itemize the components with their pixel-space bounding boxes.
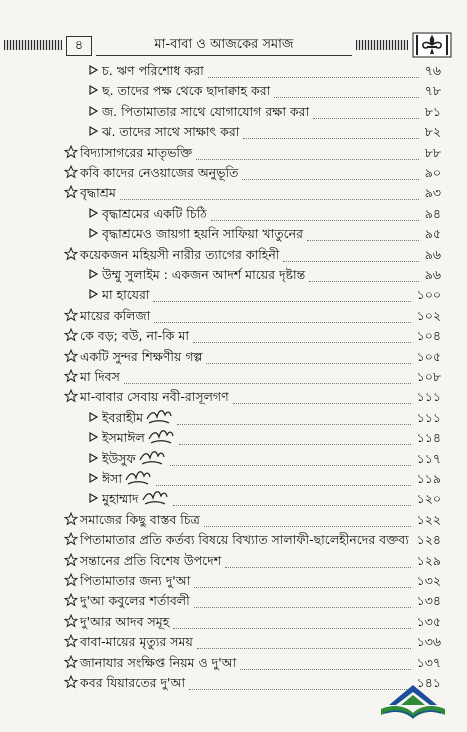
triangle-bullet-icon [86, 206, 100, 220]
calligraphy-honorific-icon [145, 405, 173, 427]
toc-dot-leader [243, 138, 418, 139]
toc-entry-page: ৯৪ [424, 205, 441, 221]
toc-entry [0, 223, 467, 245]
star-outline-icon [64, 349, 78, 363]
calligraphy-honorific-icon [141, 486, 169, 508]
toc-dot-leader [211, 220, 419, 221]
toc-entry [0, 203, 467, 225]
calligraphy-honorific-icon [138, 446, 166, 468]
toc-dot-leader [309, 281, 418, 282]
toc-entry-page: ১৩৫ [416, 613, 441, 629]
toc-entry [0, 162, 467, 184]
toc-entry-title: সন্তানের প্রতি বিশেষ উপদেশ [80, 552, 222, 568]
toc-entry-page: ১২৪ [416, 532, 441, 548]
toc-entry-title: মায়ের কলিজা [80, 307, 151, 323]
toc-entry-title: বাবা-মায়ের মৃত্যুর সময় [80, 634, 193, 650]
star-outline-icon [64, 655, 78, 669]
toc-entry [0, 264, 467, 286]
star-outline-icon [64, 389, 78, 403]
header-rule-left [4, 40, 62, 50]
page-header [0, 32, 467, 58]
toc-entry-page: ৭৮ [424, 83, 441, 99]
toc-entry-title: ইউসুফ [102, 450, 136, 466]
toc-dot-leader [225, 567, 411, 568]
triangle-bullet-icon [86, 124, 100, 138]
toc-entry-page: ১০৫ [416, 348, 441, 364]
toc-entry-title: কবি কাদের নেওয়াজের অনুভূতি [80, 165, 239, 180]
toc-entry-title: বৃদ্ধাশ্রম [80, 185, 116, 201]
triangle-bullet-icon [86, 63, 100, 77]
star-outline-icon [64, 165, 78, 179]
page-number: ৪ [66, 36, 92, 56]
toc-entry-page: ১৩৬ [416, 634, 441, 650]
toc-dot-leader [173, 505, 411, 506]
toc-dot-leader [173, 628, 410, 629]
toc-entry-title: কে বড়; বউ, না-কি মা [80, 328, 189, 344]
toc-entry-title: পিতামাতার প্রতি কর্তব্য বিষয়ে বিখ্যাত সালাফী-ছালেহীনদের বক্তব্য [80, 532, 409, 548]
toc-entry-title: দু'আ কবুলের শর্তাবলী [80, 593, 190, 609]
toc-entry [0, 60, 467, 82]
toc-entry-title: ঈসা [102, 471, 123, 486]
star-outline-icon [64, 634, 78, 648]
toc-entry-title: কয়েকজন মহিয়সী নারীর ত্যাগের কাহিনী [80, 246, 280, 262]
toc-dot-leader [177, 424, 411, 425]
toc-entry-page: ১৩৪ [416, 593, 441, 609]
toc-entry-page: ১৩২ [416, 573, 441, 588]
toc-entry [0, 550, 467, 572]
toc-dot-leader [194, 587, 410, 588]
toc-entry [0, 80, 467, 102]
toc-dot-leader [204, 526, 411, 527]
toc-entry-title: মা-বাবার সেবায় নবী-রাসূলগণ [80, 389, 229, 405]
toc-entry-page: ১২৯ [416, 552, 441, 568]
star-outline-icon [64, 145, 78, 159]
star-outline-icon [64, 532, 78, 546]
toc-entry [0, 101, 467, 123]
toc-entry [0, 366, 467, 388]
toc-entry [0, 652, 467, 674]
toc-dot-leader [196, 159, 419, 160]
toc-entry-page: ১০২ [416, 307, 441, 323]
toc-entry-page: ১১৯ [416, 471, 441, 486]
toc-entry-page: ৯৩ [424, 185, 441, 201]
toc-entry [0, 611, 467, 633]
star-outline-icon [64, 185, 78, 199]
toc-dot-leader [156, 485, 411, 486]
toc-entry [0, 468, 467, 490]
toc-entry [0, 590, 467, 612]
toc-entry [0, 448, 467, 470]
toc-entry-title: জানাযার সংক্ষিপ্ত নিয়ম ও দু'আ [80, 654, 237, 670]
toc-entry-title: সমাজের কিছু বাস্তব চিত্র [80, 511, 200, 527]
toc-entry-page: ৮৮ [424, 144, 441, 160]
toc-entry [0, 427, 467, 449]
toc-entry-title: ঝ. তাদের সাথে সাক্ষাৎ করা [102, 124, 240, 140]
toc-entry-title: ছ. তাদের পক্ষ থেকে ছাদাক্বাহ করা [102, 83, 271, 99]
toc-entry-page: ১১৭ [416, 450, 441, 466]
toc-entry-page: ৯৬ [424, 246, 441, 262]
toc-entry-page: ৯৬ [424, 267, 441, 282]
toc-dot-leader [313, 118, 419, 119]
toc-dot-leader [283, 261, 418, 262]
triangle-bullet-icon [86, 287, 100, 301]
toc-entry-page: ৭৬ [424, 63, 441, 78]
triangle-bullet-icon [86, 410, 100, 424]
toc-entry [0, 121, 467, 143]
toc-entry [0, 325, 467, 347]
star-outline-icon [64, 308, 78, 322]
toc-entry-page: ৮১ [424, 103, 441, 119]
triangle-bullet-icon [86, 226, 100, 240]
toc-entry [0, 284, 467, 306]
toc-dot-leader [274, 97, 419, 98]
toc-entry-page: ১২০ [416, 491, 441, 507]
toc-dot-leader [170, 465, 411, 466]
triangle-bullet-icon [86, 267, 100, 281]
star-outline-icon [64, 553, 78, 567]
toc-dot-leader [124, 383, 411, 384]
toc-entry [0, 407, 467, 429]
toc-entry-page: ১৩৭ [416, 654, 441, 670]
calligraphy-honorific-icon [147, 425, 175, 447]
star-outline-icon [64, 247, 78, 261]
toc-entry-page: ৮২ [424, 124, 441, 140]
toc-entry-title: চ. ঋণ পরিশোধ করা [102, 63, 204, 78]
triangle-bullet-icon [86, 430, 100, 444]
toc-entry [0, 142, 467, 164]
star-outline-icon [64, 512, 78, 526]
toc-entry-page: ৯০ [424, 165, 441, 180]
toc-dot-leader [208, 77, 419, 78]
toc-entry [0, 529, 467, 551]
triangle-bullet-icon [86, 83, 100, 97]
toc-entry [0, 305, 467, 327]
toc-dot-leader [194, 607, 411, 608]
toc-entry [0, 386, 467, 408]
toc-entry [0, 488, 467, 510]
toc-entry-page: ১১১ [416, 409, 441, 425]
toc-entry-title: বৃদ্ধাশ্রমেও জায়গা হয়নি সাফিয়া খাতুনের [102, 226, 304, 242]
toc-entry-page: ১০০ [416, 287, 441, 303]
calligraphy-honorific-icon [124, 466, 152, 488]
toc-entry [0, 346, 467, 368]
toc-entry-title: জ. পিতামাতার সাথে যোগাযোগ রক্ষা করা [102, 103, 310, 119]
toc-entry-title: দু'আর আদব সমূহ [80, 613, 170, 629]
toc-entry [0, 509, 467, 531]
toc-dot-leader [120, 199, 419, 200]
toc-entry-title: মুহাম্মাদ [102, 491, 139, 507]
toc-entry-title: মা হাযেরা [102, 287, 150, 303]
toc-entry-title: বৃদ্ধাশ্রমের একটি চিঠি [102, 205, 207, 221]
toc-entry-title: একটি সুন্দর শিক্ষণীয় গল্প [80, 348, 203, 364]
toc-entry-title: ইসমাঈল [102, 430, 145, 446]
star-outline-icon [64, 614, 78, 628]
toc-entry [0, 631, 467, 653]
triangle-bullet-icon [86, 491, 100, 505]
toc-entry-page: ১৪১ [416, 675, 441, 690]
star-outline-icon [64, 573, 78, 587]
fleur-de-lis-icon [412, 32, 452, 58]
star-outline-icon [64, 593, 78, 607]
toc-entry-page: ১১১ [416, 389, 441, 405]
toc-entry-page: ৯৫ [424, 226, 441, 242]
toc-dot-leader [240, 669, 410, 670]
toc-entry [0, 244, 467, 266]
toc-entry-page: ১০৪ [416, 328, 441, 344]
toc-dot-leader [242, 179, 418, 180]
toc-dot-leader [154, 322, 410, 323]
toc-entry [0, 570, 467, 592]
toc-dot-leader [193, 342, 411, 343]
toc-entry-page: ১১৪ [416, 430, 441, 446]
triangle-bullet-icon [86, 104, 100, 118]
toc-dot-leader [197, 648, 411, 649]
publisher-logo-icon [377, 683, 449, 723]
toc-entry-title: উম্মু সুলাইম : একজন আদর্শ মায়ের দৃষ্টান্ত [102, 267, 306, 282]
toc-dot-leader [307, 240, 419, 241]
toc-entry-page: ১২২ [416, 511, 441, 527]
toc-entry-page: ১০৮ [416, 369, 441, 384]
toc-entry-title: মা দিবস [80, 369, 120, 384]
toc-dot-leader [179, 444, 411, 445]
toc-entry [0, 182, 467, 204]
star-outline-icon [64, 369, 78, 383]
toc-entry-title: ইবরাহীম [102, 409, 144, 425]
star-outline-icon [64, 328, 78, 342]
triangle-bullet-icon [86, 471, 100, 485]
toc-dot-leader [153, 301, 410, 302]
toc-entry-title: বিদ্যাসাগরের মাতৃভক্তি [80, 144, 193, 160]
header-rule-right [356, 40, 408, 50]
toc-dot-leader [233, 403, 411, 404]
toc-entry-title: কবর যিয়ারতের দু'আ [80, 675, 186, 690]
toc-dot-leader [206, 363, 410, 364]
star-outline-icon [64, 675, 78, 689]
running-title: মা-বাবা ও আজকের সমাজ [96, 35, 352, 56]
triangle-bullet-icon [86, 451, 100, 465]
toc-entry-title: পিতামাতার জন্য দু'আ [80, 573, 191, 588]
